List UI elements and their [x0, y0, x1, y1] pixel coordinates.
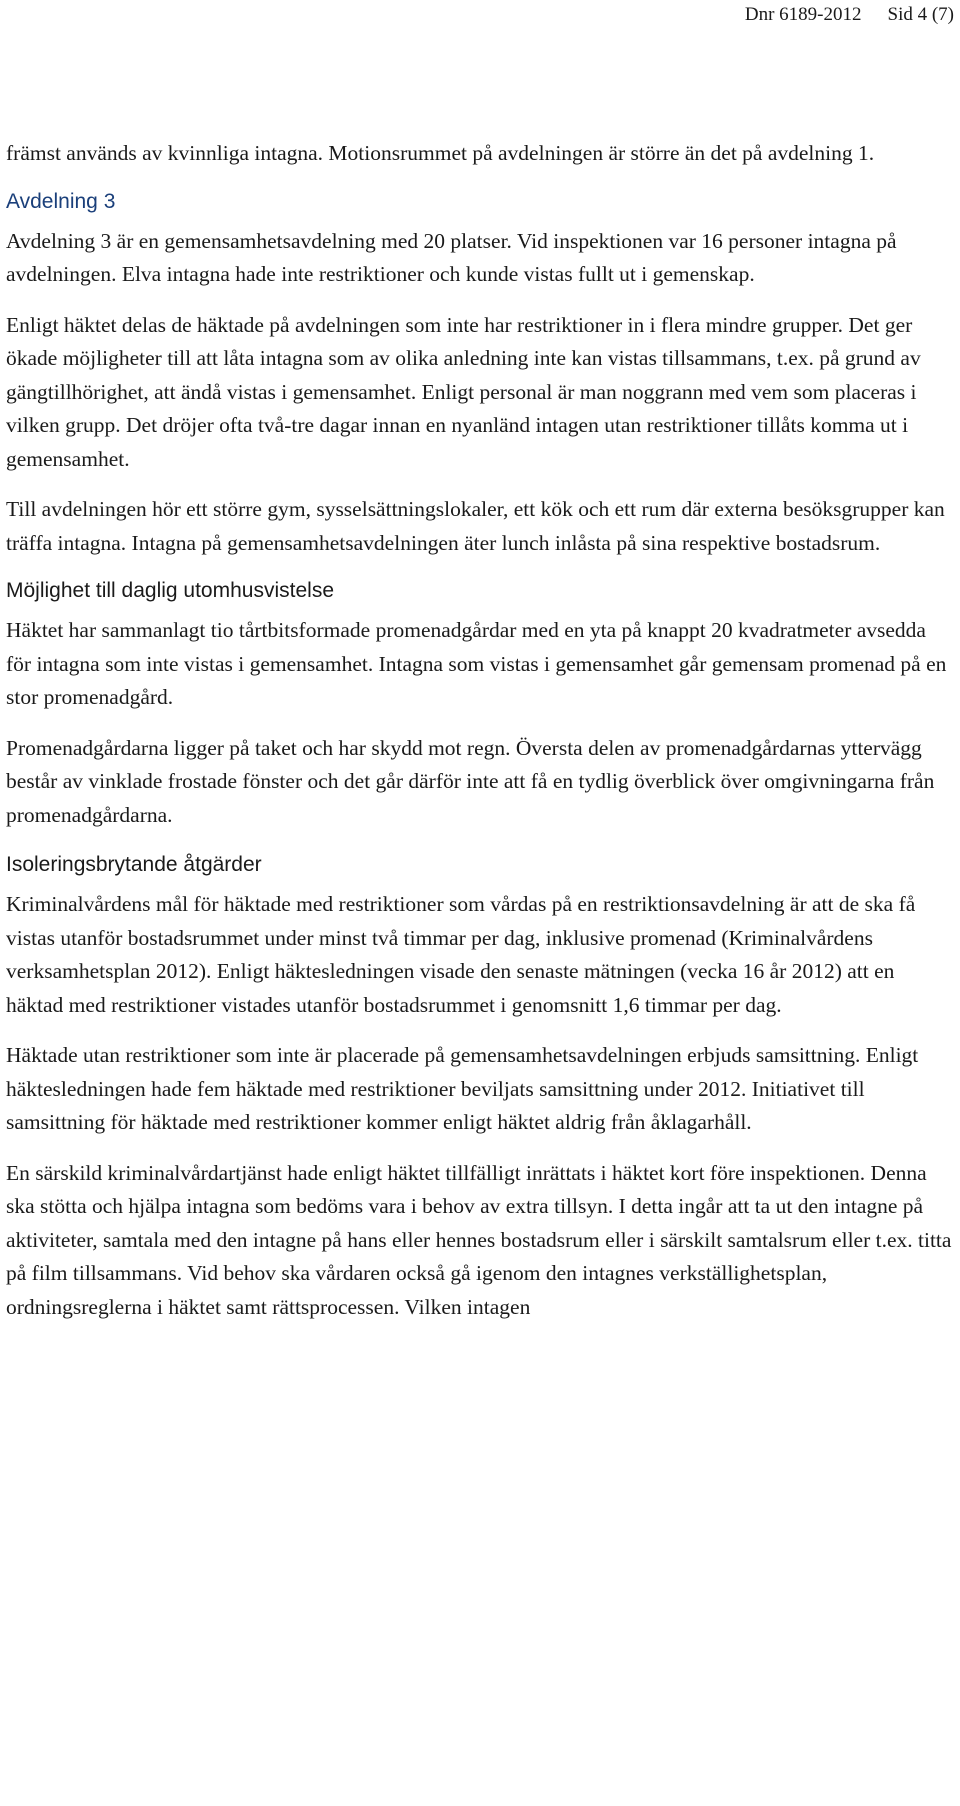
section-heading-isoleringsbrytande: Isoleringsbrytande åtgärder: [6, 853, 262, 876]
page-number: Sid 4 (7): [887, 4, 954, 25]
section-heading-utomhusvistelse: Möjlighet till daglig utomhusvistelse: [6, 579, 334, 602]
document-number: Dnr 6189-2012: [744, 4, 862, 25]
paragraph-2: Avdelning 3 är en gemensamhetsavdelning med 20 platser. Vid inspektionen var 16 personer intagna på avdelningen. Elva intagna hade inte restriktioner och kunde vistas fullt ut i gemenskap.: [6, 228, 897, 286]
paragraph-5: Häktet har sammanlagt tio tårtbitsformade promenadgårdar med en yta på knappt 20 kvadratmeter avsedda för intagna som inte vistas i gemensamhet. Intagna som vistas i gemensamhet går gemensam promenad på en stor promenadgård.: [6, 618, 947, 709]
paragraph-3: Enligt häktet delas de häktade på avdelningen som inte har restriktioner in i flera mindre grupper. Det ger ökade möjligheter till att låta intagna som av olika anledning inte kan vistas tillsammans, t.ex. på grund av gängtillhörighet, att ändå vistas i gemensamhet. Enligt personal är man noggrann med vem som placeras i vilken grupp. Det dröjer ofta två-tre dagar innan en nyanländ intagen utan restriktioner tillåts komma ut i gemensamhet.: [6, 312, 921, 471]
page-header: [745, 2, 954, 28]
subheading-avdelning-3: Avdelning 3: [6, 189, 116, 213]
document-body: [6, 137, 956, 1324]
paragraph-8: Häktade utan restriktioner som inte är placerade på gemensamhetsavdelningen erbjuds samsittning. Enligt häktesledningen hade fem häktade med restriktioner beviljats samsittning under 2012. Initiativet till samsittning för häktade med restriktioner kommer enligt häktet aldrig från åklagarhåll.: [6, 1043, 919, 1134]
paragraph-7: Kriminalvårdens mål för häktade med restriktioner som vårdas på en restriktionsavdelning är att de ska få vistas utanför bostadsrummet under minst två timmar per dag, inklusive promenad (Kriminalvårdens verksamhetsplan 2012). Enligt häktesledningen visade den senaste mätningen (vecka 16 år 2012) att en häktad med restriktioner vistades utanför bostadsrummet i genomsnitt 1,6 timmar per dag.: [6, 892, 916, 1017]
paragraph-6: Promenadgårdarna ligger på taket och har skydd mot regn. Översta delen av promenadgårdarnas yttervägg består av vinklade frostade fönster och det går därför inte att få en tydlig överblick över omgivningarna från promenadgårdarna.: [6, 735, 935, 827]
paragraph-1: främst används av kvinnliga intagna. Motionsrummet på avdelningen är större än det på avdelning 1.: [6, 141, 875, 165]
paragraph-9: En särskild kriminalvårdartjänst hade enligt häktet tillfälligt inrättats i häktet kort före inspektionen. Denna ska stötta och hjälpa intagna som bedöms vara i behov av extra tillsyn. I detta ingår att ta ut den intagne på aktiviteter, samtala med den intagne på hans eller hennes bostadsrum eller i särskilt samtalsrum eller t.ex. titta på film tillsammans. Vid behov ska vårdaren också gå igenom den intagnes verkställighetsplan, ordningsreglerna i häktet samt rättsprocessen. Vilken intagen: [6, 1160, 952, 1319]
paragraph-4: Till avdelningen hör ett större gym, sysselsättningslokaler, ett kök och ett rum där externa besöksgrupper kan träffa intagna. Intagna på gemensamhetsavdelningen äter lunch inlåsta på sina respektive bostadsrum.: [6, 497, 945, 555]
